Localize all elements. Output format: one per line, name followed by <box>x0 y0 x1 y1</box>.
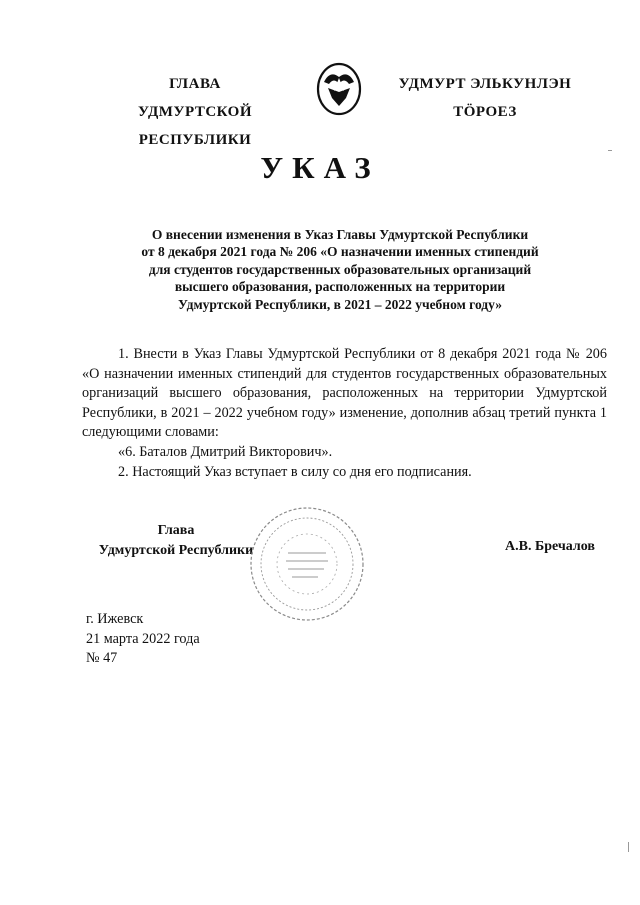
body-paragraph-2: «6. Баталов Дмитрий Викторович». <box>118 443 333 460</box>
issuer-russian-line2: УДМУРТСКОЙ РЕСПУБЛИКИ <box>138 104 252 148</box>
scan-mark <box>608 150 612 151</box>
document-body <box>82 345 607 482</box>
subject-line-1: О внесении изменения в Указ Главы Удмуртской Республики <box>151 227 529 242</box>
coat-of-arms-emblem <box>316 62 362 116</box>
signatory-title <box>86 521 266 561</box>
subject-line-2: от 8 декабря 2021 года № 206 «О назначении именных стипендий <box>141 244 539 260</box>
issue-city: г. Ижевск <box>86 611 144 627</box>
issuer-udmurt-line2: ТӦРОЕЗ <box>453 104 517 120</box>
signer-name: А.В. Бречалов <box>505 539 595 554</box>
issuer-russian-line1: ГЛАВА <box>169 76 221 92</box>
signatory-title-line2: Удмуртской Республики <box>98 543 254 558</box>
issuer-udmurt <box>395 70 575 126</box>
subject-line-3: для студентов государственных образовательных организаций <box>148 261 532 277</box>
official-seal-stamp <box>248 505 366 623</box>
document-subject <box>110 226 570 313</box>
subject-line-4: высшего образования, расположенных на территории <box>174 279 506 295</box>
place-date-block <box>86 610 200 669</box>
issuer-russian <box>80 70 310 154</box>
document-title: УКАЗ <box>260 150 380 185</box>
issuer-udmurt-line1: УДМУРТ ЭЛЬКУНЛЭН <box>398 76 572 92</box>
document-number: № 47 <box>86 650 118 667</box>
scan-mark <box>628 842 629 852</box>
body-paragraph-1: 1. Внести в Указ Главы Удмуртской Республики от 8 декабря 2021 года № 206 «О назначении именных стипендий для студентов государственных образовательных организаций высшего образования, расположенных на территории Удмуртской Республики, в 2021 – 2022 учебном году» изменение, дополнив абзац третий пункта 1 следующими словами: <box>82 346 607 441</box>
issue-date: 21 марта 2022 года <box>86 630 200 647</box>
subject-line-5: Удмуртской Республики, в 2021 – 2022 учебном году» <box>178 296 502 312</box>
signatory-title-line1: Глава <box>157 523 195 538</box>
body-paragraph-3: 2. Настоящий Указ вступает в силу со дня его подписания. <box>118 463 472 480</box>
